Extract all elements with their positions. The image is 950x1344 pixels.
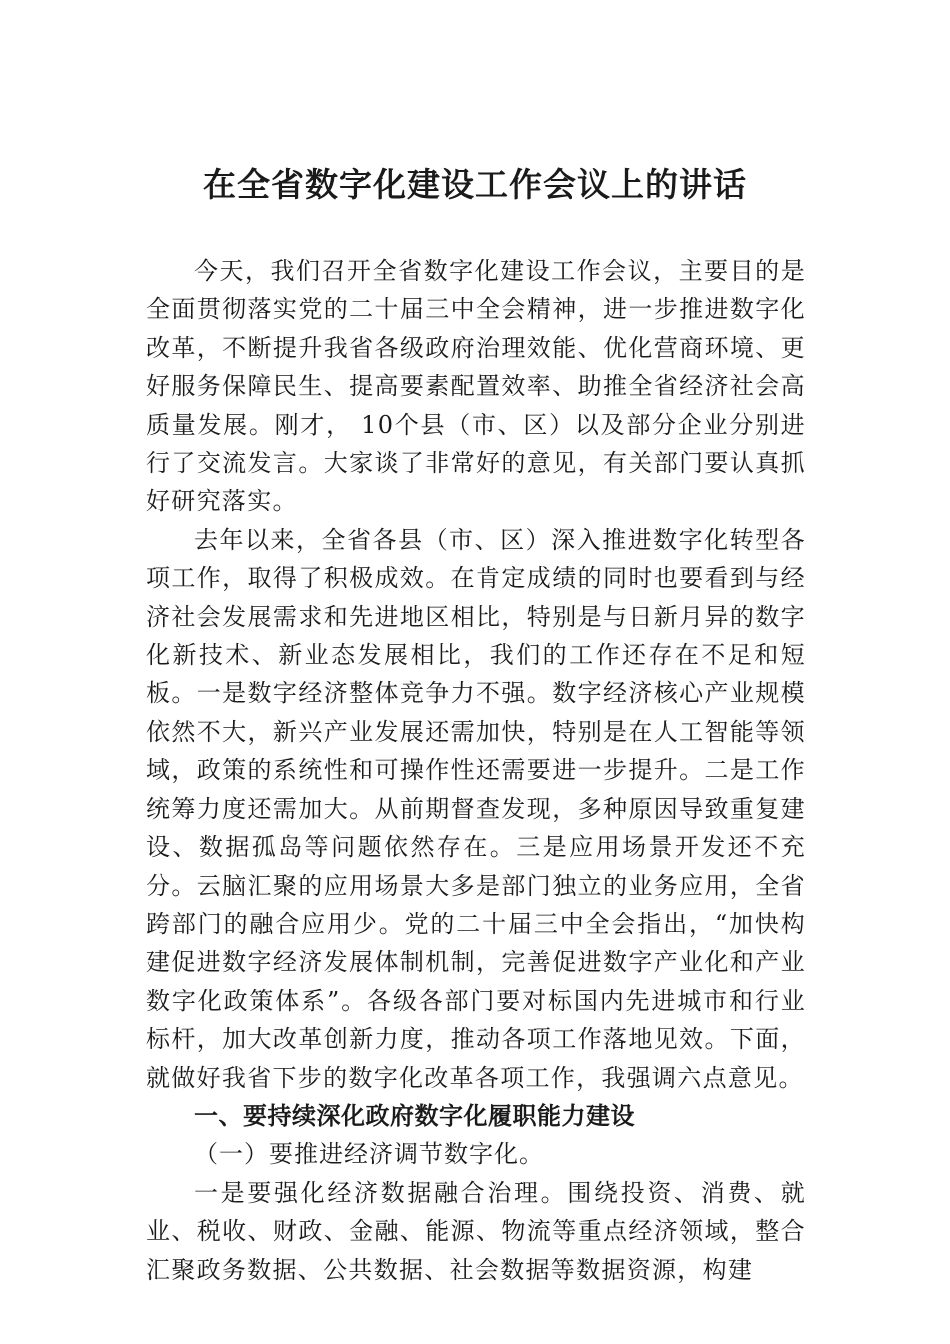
paragraph-review: 去年以来，全省各县（市、区）深入推进数字化转型各项工作，取得了积极成效。在肯定成绩的同时也要看到与经济社会发展需求和先进地区相比，特别是与日新月异的数字化新技术、新业态发展相比，我们的工作还存在不足和短板。一是数字经济整体竞争力不强。数字经济核心产业规模依然不大，新兴产业发展还需加快，特别是在人工智能等领域，政策的系统性和可操作性还需要进一步提升。二是工作统筹力度还需加大。从前期督查发现，多种原因导致重复建设、数据孤岛等问题依然存在。三是应用场景开发还不充分。云脑汇聚的应用场景大多是部门独立的业务应用，全省跨部门的融合应用少。党的二十届三中全会指出，“加快构建促进数字经济发展体制机制，完善促进数字产业化和产业数字化政策体系”。各级各部门要对标国内先进城市和行业标杆，加大改革创新力度，推动各项工作落地见效。下面，就做好我省下步的数字化改革各项工作，我强调六点意见。 — [146, 525, 806, 1092]
section-heading: 一、要持续深化政府数字化履职能力建设 — [194, 1101, 635, 1130]
paragraph-economic-data: 一是要强化经济数据融合治理。围绕投资、消费、就业、税收、财政、金融、能源、物流等重点经济领域，整合汇聚政务数据、公共数据、社会数据等数据资源，构建 — [146, 1178, 806, 1284]
paragraph-intro: 今天，我们召开全省数字化建设工作会议，主要目的是全面贯彻落实党的二十届三中全会精神，进一步推进数字化改革，不断提升我省各级政府治理效能、优化营商环境、更好服务保障民生、提高要素配置效率、助推全省经济社会高质量发展。刚才， 10个县（市、区）以及部分企业分别进行了交流发言。大家谈了非常好的意见，有关部门要认真抓好研究落实。 — [146, 257, 806, 516]
document-title: 在全省数字化建设工作会议上的讲话 — [203, 165, 747, 204]
subsection-heading: （一）要推进经济调节数字化。 — [194, 1140, 544, 1169]
document-body — [146, 252, 806, 1289]
